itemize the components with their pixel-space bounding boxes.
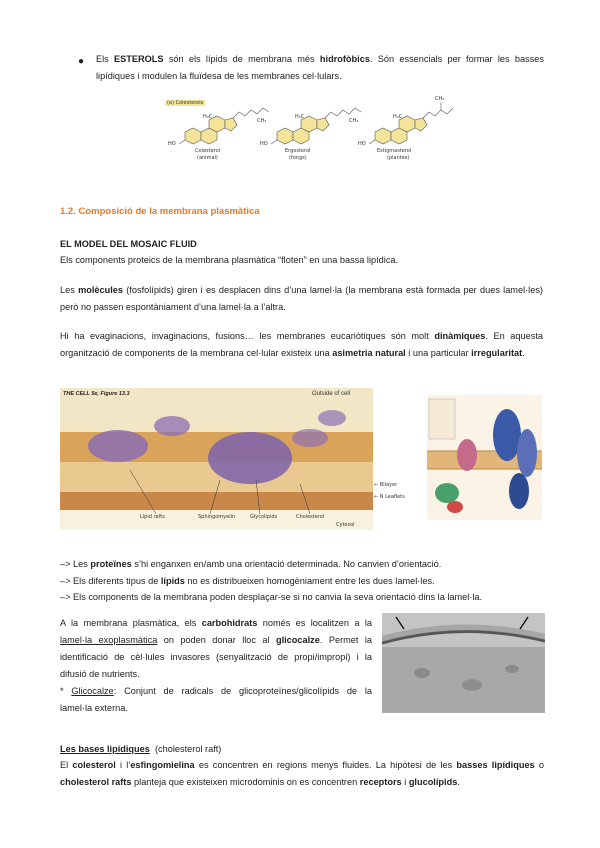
- bilayer-bottom: [60, 492, 373, 510]
- text-line: [60, 683, 372, 700]
- side-chain: [325, 108, 361, 118]
- atom-h3c: H₃C: [393, 114, 403, 120]
- bold-term: dinàmiques: [434, 331, 486, 341]
- atom-ho: HO: [168, 141, 176, 147]
- bullet-marker: ●: [78, 56, 85, 67]
- text-span: . En aquesta organització de components de la membrana cel·lular existeix una: [60, 331, 544, 358]
- protein: [509, 473, 529, 509]
- side-chain: [233, 108, 269, 118]
- text-span: –> Els components de la membrana poden desplaçar-se si no canvia la seva orientació dins la lamel·la.: [60, 592, 483, 602]
- text-span: i: [401, 777, 409, 787]
- mosaic-p1: Els components proteics de la membrana plasmàtica “floten” en una bassa lipídica.: [60, 255, 399, 265]
- bold-term: glucolípids: [408, 777, 458, 787]
- sterol-sub: (plantes): [387, 155, 410, 161]
- text-span: *: [60, 686, 72, 696]
- bold-term: proteïnes: [90, 559, 132, 569]
- atom-ch3: CH₃: [435, 96, 445, 102]
- sterol-name: Ergosterol: [285, 148, 311, 154]
- text-line: identificació de cèl·lules invasores (senyalització de propi/impropi) i la: [60, 652, 372, 662]
- sterol-name: Estigmasterol: [377, 148, 412, 154]
- text-span: (fosfolípids) giren i es desplacen dins d’una lamel·la (la membrana està formada per dues lamel·les) però no passen espontàniament d’una lamel·la a l’altra.: [60, 285, 543, 312]
- raft-label: Lipid rafts: [140, 514, 165, 520]
- bold-term: molècules: [78, 285, 123, 295]
- granule: [414, 668, 430, 678]
- arrow-item: [60, 573, 550, 590]
- protein: [447, 501, 463, 513]
- ring: [375, 128, 391, 144]
- text-span: Les: [60, 285, 79, 295]
- membrane-protein-figure: [427, 395, 542, 520]
- ring: [415, 118, 427, 131]
- sterol-sub: (fongs): [289, 155, 307, 161]
- atom-h3c: H₃C: [203, 114, 213, 120]
- side-chain: [423, 108, 453, 118]
- text-span: Hi ha evaginacions, invaginacions, fusions… les membranes eucariòtiques són molt: [60, 331, 435, 341]
- bold-term: lípids: [160, 575, 185, 586]
- text-span: –> Els diferents tipus de: [60, 575, 161, 586]
- figure-caption: THE CELL 5e, Figure 13.3: [63, 391, 130, 397]
- ring: [185, 128, 201, 144]
- text-span: s’hi enganxen en/amb una orientació determinada. No canvien d’orientació.: [131, 559, 442, 569]
- granule: [505, 665, 519, 673]
- bond: [369, 140, 375, 144]
- bold-term: asimetria natural: [332, 347, 406, 358]
- raft-blob: [208, 432, 292, 484]
- protein: [493, 409, 521, 461]
- lipid-raft-figure: [60, 388, 373, 530]
- ring: [277, 128, 293, 144]
- text-span: no es distribueixen homogèniament entre les dues lamel·les.: [184, 575, 435, 586]
- text-span: o: [534, 760, 544, 770]
- sterol-figure: [165, 94, 459, 164]
- text-line: lamel·la externa.: [60, 703, 128, 713]
- bold-term: irregularitat: [471, 347, 523, 358]
- mosaic-p2: [60, 282, 543, 315]
- text-span: només es localitzen a la: [257, 618, 372, 628]
- bold-term: EL MODEL DEL MOSAIC FLUID: [60, 239, 197, 249]
- text-span: A la membrana plasmàtica, els: [60, 618, 202, 628]
- text-span: El: [60, 760, 73, 770]
- bilayer-side-label: ← Bilayer: [374, 482, 398, 488]
- text-span: .: [522, 347, 525, 358]
- cytosol-label: Cytosol: [336, 522, 355, 528]
- atom-ho: HO: [260, 141, 268, 147]
- inset-panel: [429, 399, 455, 439]
- underlined-term: lamel·la exoplasmàtica: [60, 635, 158, 645]
- leaflet-side-label: ← N Leaflets: [374, 494, 405, 500]
- arrow-item: [60, 556, 550, 573]
- atom-ch3: CH₃: [349, 118, 359, 124]
- membrane-protein-illustration: [427, 395, 542, 520]
- cytoplasm: [382, 647, 545, 713]
- sterol-name: Colesterol: [195, 148, 221, 154]
- text-span: i l’: [115, 760, 131, 770]
- micrograph-image: [382, 613, 545, 713]
- rafts-paragraph: [60, 757, 544, 791]
- raft-blob: [318, 410, 346, 426]
- arrow-item: [60, 589, 550, 606]
- bold-term: esfingomielina: [130, 760, 195, 770]
- mosaic-p3: [60, 328, 543, 361]
- raft-blob: [88, 430, 148, 462]
- raft-label: Cholesterol: [296, 514, 325, 520]
- bold-term: cholesterol rafts: [60, 777, 132, 787]
- granule: [462, 679, 482, 691]
- glycocalyx-micrograph: [382, 613, 545, 713]
- bold-term: carbohidrats: [201, 618, 258, 628]
- text-span: són els lípids de membrana més: [163, 54, 320, 64]
- protein: [517, 429, 537, 477]
- atom-ho: HO: [358, 141, 366, 147]
- text-line: [60, 632, 372, 649]
- atom-ch3: CH₃: [257, 118, 267, 124]
- underlined-term: Glicocalze: [71, 686, 114, 696]
- bold-term: receptors: [359, 777, 402, 787]
- text-line: [60, 774, 544, 791]
- text-span: (cholesterol raft): [149, 744, 222, 754]
- text-span: on poden donar lloc al: [157, 635, 276, 645]
- bold-term: basses lipídiques: [456, 760, 535, 770]
- bold-term: ESTEROLS: [114, 54, 164, 64]
- protein: [457, 439, 477, 471]
- esterols-paragraph: [96, 51, 544, 84]
- text-span: Els: [96, 54, 115, 64]
- ring: [225, 118, 237, 131]
- bold-term: glicocalze: [275, 635, 320, 645]
- text-span: i una particular: [405, 347, 472, 358]
- text-span: . Són essencials per formar les basses lipídiques i modulen la fluïdesa de les membranes cel·lulars.: [96, 54, 544, 81]
- text-span: . Permet la: [319, 635, 373, 645]
- bond: [271, 140, 277, 144]
- text-span: : Conjunt de radicals de glicoproteïnes/glicolípids de la: [113, 686, 372, 696]
- bold-term: Les bases lipídiques: [60, 744, 150, 754]
- sterol-figure-tag: (e) Colesterols: [167, 100, 204, 106]
- text-line: [60, 615, 372, 632]
- raft-blob: [154, 416, 190, 436]
- bold-term: colesterol: [72, 760, 116, 770]
- bond: [179, 140, 185, 144]
- atom-h3c: H₃C: [295, 114, 305, 120]
- glico-paragraph: [60, 615, 372, 717]
- text-span: es concentren en regions menys fluides. La hipòtesi de les: [194, 760, 457, 770]
- arrow-list: [60, 556, 550, 606]
- mosaic-heading: [60, 236, 197, 253]
- raft-label: Sphingomyelin: [198, 514, 236, 520]
- bold-term: hidrofòbics: [319, 54, 370, 64]
- raft-blob: [292, 429, 328, 447]
- ring: [317, 118, 329, 131]
- lipid-raft-illustration: [60, 388, 373, 530]
- text-line: [60, 757, 544, 774]
- rafts-heading: [60, 741, 221, 758]
- section-title: 1.2. Composició de la membrana plasmàtica: [60, 206, 260, 217]
- raft-label: Glycolipids: [250, 514, 278, 520]
- sterol-sub: (animal): [197, 155, 218, 161]
- outside-label: Outside of cell: [312, 391, 351, 397]
- text-line: difusió de nutrients.: [60, 669, 140, 679]
- text-span: .: [457, 777, 460, 787]
- text-span: –> Les: [60, 559, 91, 569]
- protein: [435, 483, 459, 503]
- cytosol-region: [60, 510, 373, 530]
- text-span: planteja que existeixen microdominis on es concentren: [131, 777, 360, 787]
